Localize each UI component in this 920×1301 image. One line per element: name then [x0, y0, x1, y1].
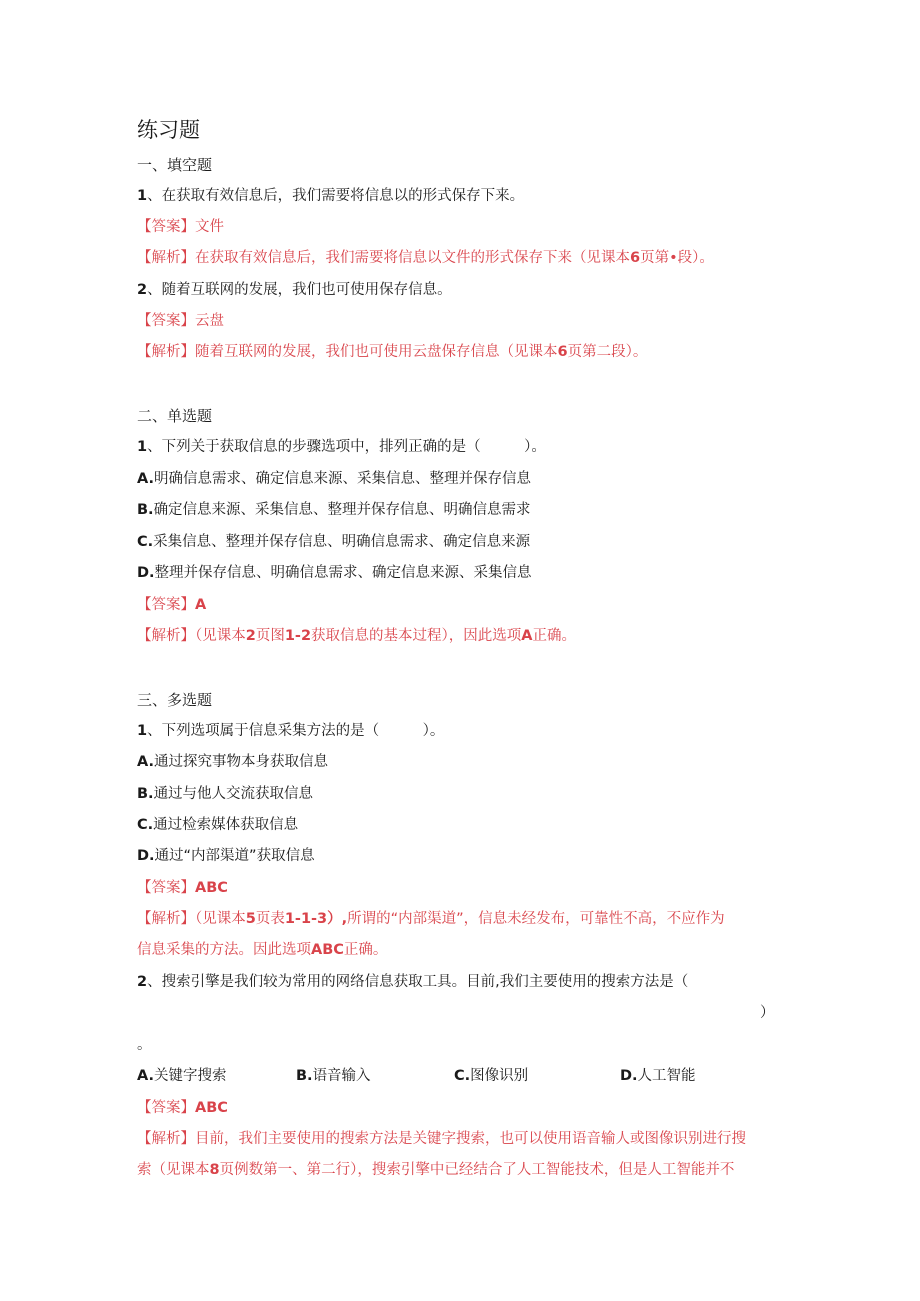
answer-tag: 【答案】	[137, 1100, 195, 1116]
question-number: 1	[137, 439, 148, 455]
question-text	[137, 721, 444, 741]
answer-line	[137, 217, 224, 237]
section-heading-multiple-choice: 三、多选题	[137, 691, 213, 709]
answer-line	[137, 1098, 228, 1118]
question-body: 、在获取有效信息后，我们需要将信息以的形式保存下来。	[147, 188, 525, 204]
analysis-page-number: 5	[245, 911, 256, 927]
analysis-page-number: 8	[209, 1162, 220, 1178]
option-b	[137, 500, 531, 520]
analysis-page-number: 6	[557, 344, 568, 360]
analysis-tag: 【解析】	[137, 344, 195, 360]
analysis-text-end: 页第•段）。	[640, 250, 714, 266]
answer-value: 文件	[195, 219, 224, 235]
option-letter: C.	[137, 534, 154, 550]
answer-value: ABC	[195, 880, 228, 896]
question-text	[137, 437, 546, 457]
analysis-option: A	[521, 628, 533, 644]
question-body: 、下列选项属于信息采集方法的是（ ）。	[147, 723, 445, 739]
analysis-text: （见课本	[195, 628, 246, 644]
section-heading-single-choice: 二、单选题	[137, 407, 213, 425]
option-letter: C.	[454, 1068, 471, 1084]
analysis-figure-number: 1-2	[284, 628, 312, 644]
answer-value: A	[195, 597, 207, 613]
option-d	[137, 846, 315, 866]
analysis-line-2	[137, 940, 387, 960]
analysis-page-number: 2	[245, 628, 256, 644]
analysis-line-2	[137, 1160, 734, 1180]
option-a	[137, 469, 531, 489]
option-c	[454, 1066, 528, 1086]
option-text: 人工智能	[637, 1068, 696, 1084]
answer-tag: 【答案】	[137, 219, 195, 235]
analysis-line	[137, 909, 725, 929]
option-a	[137, 752, 328, 772]
answer-value: 云盘	[195, 313, 224, 329]
answer-line	[137, 878, 228, 898]
analysis-tag: 【解析】	[137, 1131, 195, 1147]
analysis-text: 随着互联网的发展，我们也可使用云盘保存信息（见课本	[195, 344, 558, 360]
analysis-tag: 【解析】	[137, 250, 195, 266]
answer-tag: 【答案】	[137, 597, 195, 613]
page-title: 练习题	[137, 118, 200, 142]
analysis-table-number: 1-1-3）,	[284, 911, 348, 927]
question-body: 、搜索引擎是我们较为常用的网络信息获取工具。目前,我们主要使用的搜索方法是（	[147, 974, 689, 990]
option-text: 通过“内部渠道”获取信息	[154, 848, 315, 864]
option-b	[296, 1066, 371, 1086]
option-text: 明确信息需求、确定信息来源、采集信息、整理并保存信息	[154, 471, 531, 487]
analysis-line	[137, 626, 576, 646]
section-heading-fill-blank: 一、填空题	[137, 156, 213, 174]
option-text: 通过与他人交流获取信息	[153, 786, 314, 802]
answer-line	[137, 595, 206, 615]
option-letter: D.	[620, 1068, 638, 1084]
question-number: 1	[137, 723, 148, 739]
question-period: 。	[137, 1037, 152, 1053]
closing-paren: ）	[760, 1005, 775, 1021]
question-body: 、随着互联网的发展，我们也可使用保存信息。	[147, 282, 452, 298]
answer-line	[137, 311, 224, 331]
answer-tag: 【答案】	[137, 880, 195, 896]
analysis-tag: 【解析】	[137, 911, 195, 927]
analysis-page-number: 6	[630, 250, 641, 266]
question-text	[137, 280, 452, 300]
analysis-text-end: 正确。	[532, 628, 577, 644]
option-c	[137, 815, 298, 835]
option-letter: D.	[137, 848, 155, 864]
option-letter: B.	[137, 502, 154, 518]
option-text: 通过检索媒体获取信息	[153, 817, 299, 833]
option-text: 关键字搜索	[154, 1068, 227, 1084]
analysis-tag: 【解析】	[137, 628, 195, 644]
option-letter: A.	[137, 471, 154, 487]
analysis-line	[137, 1129, 746, 1149]
question-number: 2	[137, 282, 148, 298]
analysis-text: 页表	[255, 911, 285, 927]
question-text	[137, 186, 524, 206]
analysis-text: 页图	[255, 628, 285, 644]
option-text: 采集信息、整理并保存信息、明确信息需求、确定信息来源	[153, 534, 531, 550]
analysis-text: （见课本	[195, 911, 246, 927]
option-letter: A.	[137, 754, 154, 770]
analysis-text: 信息采集的方法。因此选项	[137, 942, 311, 958]
analysis-text: 索（见课本	[137, 1162, 210, 1178]
analysis-text: 在获取有效信息后，我们需要将信息以文件的形式保存下来（见课本	[195, 250, 630, 266]
option-d	[137, 563, 532, 583]
option-b	[137, 784, 313, 804]
analysis-text-end: 页第二段）。	[567, 344, 648, 360]
option-c	[137, 532, 530, 552]
option-a	[137, 1066, 227, 1086]
analysis-text: 页例数第一、第二行），搜索引擎中已经结合了人工智能技术，但是人工智能并不	[219, 1162, 735, 1178]
option-text: 语音输入	[312, 1068, 371, 1084]
answer-value: ABC	[195, 1100, 228, 1116]
question-text	[137, 972, 688, 992]
analysis-option: ABC	[311, 942, 344, 958]
option-text: 图像识别	[470, 1068, 529, 1084]
option-d	[620, 1066, 696, 1086]
option-letter: B.	[137, 786, 154, 802]
analysis-text: 目前，我们主要使用的搜索方法是关键字搜索，也可以使用语音输人或图像识别进行搜	[195, 1131, 746, 1147]
question-body: 、下列关于获取信息的步骤选项中，排列正确的是（ ）。	[147, 439, 546, 455]
question-number: 1	[137, 188, 148, 204]
analysis-line	[137, 248, 714, 268]
analysis-text: 获取信息的基本过程），因此选项	[311, 628, 522, 644]
option-letter: A.	[137, 1068, 154, 1084]
option-text: 整理并保存信息、明确信息需求、确定信息来源、采集信息	[154, 565, 532, 581]
question-number: 2	[137, 974, 148, 990]
option-letter: B.	[296, 1068, 313, 1084]
analysis-text: 所谓的“内部渠道”，信息未经发布，可靠性不高，不应作为	[347, 911, 725, 927]
option-letter: D.	[137, 565, 155, 581]
analysis-text-end: 正确。	[343, 942, 388, 958]
analysis-line	[137, 342, 647, 362]
option-text: 确定信息来源、采集信息、整理并保存信息、明确信息需求	[153, 502, 531, 518]
option-letter: C.	[137, 817, 154, 833]
option-text: 通过探究事物本身获取信息	[154, 754, 328, 770]
answer-tag: 【答案】	[137, 313, 195, 329]
